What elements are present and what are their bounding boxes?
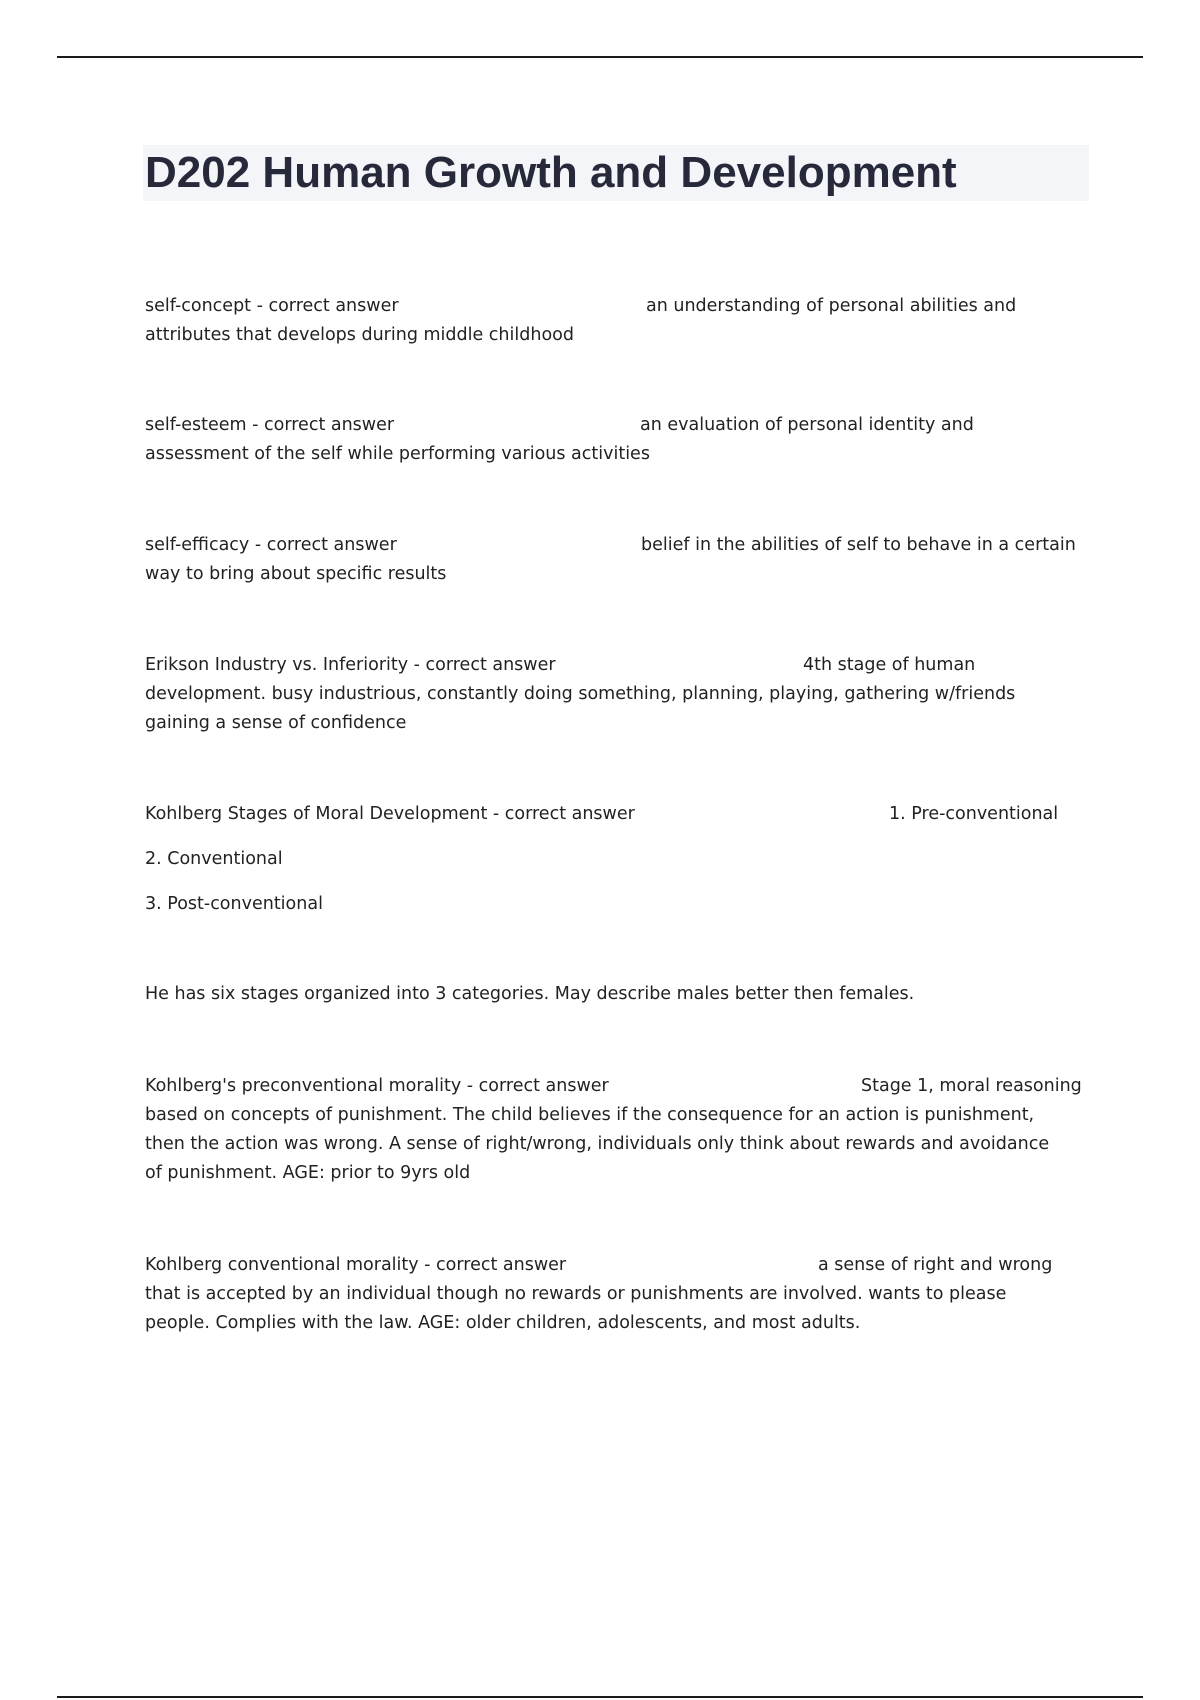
entry-term: self-efficacy - correct answer <box>145 535 397 555</box>
entry-definition-line: attributes that develops during middle childhood <box>145 325 574 345</box>
entry-definition-start: an understanding of personal abilities and <box>646 296 1017 316</box>
flashcard-entry <box>145 1072 1090 1188</box>
entry-definition-line: that is accepted by an individual though no rewards or punishments are involved. wants to please <box>145 1284 1007 1304</box>
entry-first-line <box>145 292 1090 321</box>
entry-definition-line: gaining a sense of confidence <box>145 713 407 733</box>
entry-first-line <box>145 1072 1090 1101</box>
flashcard-entry <box>145 411 1090 469</box>
entry-term: Kohlberg's preconventional morality - correct answer <box>145 1076 609 1096</box>
entry-first-line <box>145 531 1090 560</box>
flashcard-entry <box>145 651 1090 738</box>
entry-definition-line: assessment of the self while performing various activities <box>145 444 650 464</box>
top-rule <box>57 56 1143 58</box>
entry-definition-start: Stage 1, moral reasoning <box>861 1076 1082 1096</box>
entry-definition-start: 1. Pre-conventional <box>889 804 1059 824</box>
entry-definition-line: development. busy industrious, constantly doing something, planning, playing, gathering w/friends <box>145 684 1016 704</box>
entry-definition-start: an evaluation of personal identity and <box>640 415 974 435</box>
entry-definition-line: way to bring about specific results <box>145 564 447 584</box>
entry-list-item: 3. Post-conventional <box>145 894 323 914</box>
entry-term: self-esteem - correct answer <box>145 415 395 435</box>
entry-first-line <box>145 651 1090 680</box>
entry-note: He has six stages organized into 3 categories. May describe males better then females. <box>145 984 915 1004</box>
entry-first-line <box>145 800 1090 829</box>
entry-first-line <box>145 1251 1090 1280</box>
entry-term: Erikson Industry vs. Inferiority - correct answer <box>145 655 556 675</box>
entry-definition-line: then the action was wrong. A sense of right/wrong, individuals only think about rewards and avoidance <box>145 1134 1050 1154</box>
entry-definition-line: people. Complies with the law. AGE: older children, adolescents, and most adults. <box>145 1313 861 1333</box>
bottom-rule <box>57 1696 1143 1698</box>
entry-definition-line: based on concepts of punishment. The child believes if the consequence for an action is punishment, <box>145 1105 1035 1125</box>
entry-definition-start: a sense of right and wrong <box>818 1255 1053 1275</box>
flashcard-entry <box>145 531 1090 589</box>
entry-term: Kohlberg conventional morality - correct answer <box>145 1255 567 1275</box>
entry-definition-line: of punishment. AGE: prior to 9yrs old <box>145 1163 471 1183</box>
entry-list-item: 2. Conventional <box>145 849 283 869</box>
flashcard-entry <box>145 292 1090 350</box>
document-title: D202 Human Growth and Development <box>145 148 957 197</box>
entry-definition-start: belief in the abilities of self to behave in a certain <box>641 535 1076 555</box>
flashcard-entry <box>145 800 1090 1009</box>
entry-first-line <box>145 411 1090 440</box>
entry-definition-start: 4th stage of human <box>803 655 976 675</box>
flashcard-entry <box>145 1251 1090 1338</box>
entry-term: self-concept - correct answer <box>145 296 399 316</box>
entry-term: Kohlberg Stages of Moral Development - correct answer <box>145 804 635 824</box>
